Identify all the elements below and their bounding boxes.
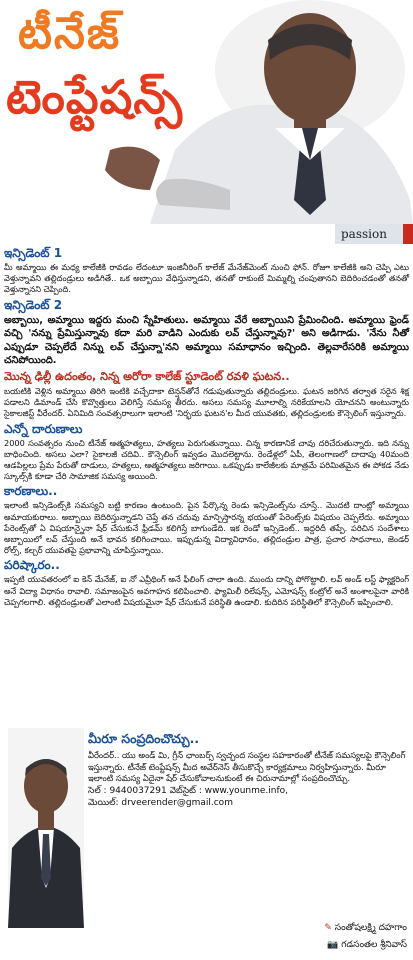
author-credit bbox=[107, 920, 407, 937]
reasons-text: ఇలాంటి ఇన్సిడెంట్స్‌కి సమస్యని బట్టి కారణం ఉంటుంది. పైన పేర్కొన్న రెండు ఇన్సిడెంట్స్‌ను చూస్తే.. మొదటి దాంట్లో అమ్మాయి అమాయకురాలు. అబ్బాయి బెదిరిస్తున్నాడని చెప్తే తన చదువు మాన్పిస్తారన్న భయంతో పేరెంట్స్‌కు విషయం చెప్పలేదు. అమ్మాయి పేరెంట్స్‌తో ఏ విషయాన్నైనా షేర్ చేసుకునే ఫ్రీడమ్ కలిగిస్తే బాగుండేది. ఇక రెండో ఇన్సిడెంట్.. ఇద్దరిదీ తప్పే. పరిచిన సందేశాలు అబ్బాయిలో లవ్ చేస్తుంది అనే భావన కలిగించాయి. ఇప్పుడున్న విద్యావిధానం, తల్లిదండ్రుల పాత్ర, ప్రచార సాధనాలు, జెండర్ రోల్స్, కల్చర్ యువతపై ప్రభావాన్ని చూపిస్తున్నాయి. bbox=[4, 500, 409, 556]
incident1-text: మీ అమ్మాయి ఈ మధ్య కాలేజీకి రావడం లేదంటూ ఇంజినీరింగ్ కాలేజ్ మేనేజ్‌మెంట్ నుంచి ఫోన్. రోజూ కాలేజీకి అని చెప్పి ఎటు వెళ్తున్నావని తల్లిదండ్రులు అడిగితే.. ఒక అబ్బాయి వేధిస్తున్నాడని, తనతో రాకుంటే మిమ్మల్ని చంపుతానని బెదిరించడంతో తనతో వెళ్తున్నానని చెప్పింది. bbox=[4, 262, 409, 295]
photographer-name: గడసంతల శ్రీనివాస్ bbox=[341, 940, 407, 950]
incident2-text: అబ్బాయి, అమ్మాయి ఇద్దరు మంచి స్నేహితులు. అమ్మాయి వేరే అబ్బాయిని ప్రేమించింది. అమ్మాయి ఫ్రెండ్ వచ్చి 'నన్ను ప్రేమిస్తున్నావు కదా మరి వాడిని ఎందుకు లవ్ చేస్తున్నావు?' అని అడిగాడు. 'నేను నీతో ఎప్పుడూ చెప్పలేదే నిన్ను లవ్ చేస్తున్నా'నని అమ్మాయి సమాధానం ఇచ్చింది. తెల్లవారేసరికి అమ్మాయి చనిపోయింది. bbox=[4, 314, 409, 367]
column-tag bbox=[335, 224, 413, 244]
headline-line-1: టీనేజ్ bbox=[18, 8, 122, 59]
incident1-heading: ఇన్సిడెంట్ 1 bbox=[4, 246, 63, 260]
column-tag-label: passion bbox=[341, 227, 387, 241]
portrait-photo bbox=[8, 728, 84, 928]
cases-text: 2000 సంవత్సరం నుంచి టీనేజ్ ఆత్మహత్యలు, హత్యలు పెరుగుతున్నాయి. చిన్న కారణానికే చావు దరిచేరుతున్నారు. ఇది నన్ను బాధించింది. అసలు ఎలా? సైకాలజీ చదివి.. కౌన్సెలింగ్ ఇవ్వడం మొదలెట్టాను. రెండేళ్లలో ఏపీ, తెలంగాణలో దాదాపు 40మంది ఆడపిల్లలు ప్రేమ పేరుతో దాడులు, హత్యలు, ఆత్మహత్యలు జరిగాయి. ఒకప్పుడు కాలేజీలకు మాత్రమే పరిమితమైన ఈ పోకడ నేడు స్కూల్స్‌కి కూడా చేరి సామాజిక సమస్య అయింది. bbox=[4, 437, 409, 482]
reasons-heading: కారణాలు.. bbox=[4, 484, 58, 499]
cases-heading: ఎన్నో దారుణాలు bbox=[4, 421, 83, 436]
photo-credit bbox=[107, 937, 407, 954]
solution-text: ఇప్పటి యువతరంలో ఐ కెన్ మేనేజ్, ఐ నో ఎవ్రీథింగ్ అనే ఫీలింగ్ చాలా ఉంది. ముందు దాన్ని పోగొట్టాలి. లవ్ అండ్ లస్ట్ ఫ్యాక్టరింగ్ అనే విద్యా విధానం రావాలి. సమాజంపైన అవగాహన కలిపించాలి. ఫ్యామిలీ రిలేషన్స్, ఎమోషన్స్ కంట్రోల్ అనే అంశాలపైనా వారికి చెప్పగలగాలి. తల్లిదండ్రులతో ఎలాంటి విషయమైనా షేర్ చేసుకునే పరిస్థితి ఉండాలి. కుదిరిన పరిస్థితిలో కౌన్సెలింగ్ ఇప్పించాలి. bbox=[4, 574, 409, 607]
contact-text: వీరేందర్.. యు అండ్ మి, గ్రీన్ ఛాంబర్స్ స్వచ్ఛంద సంస్థల సహకారంతో టీనేజ్ సమస్యలపై కౌన్సెలింగ్ ఇస్తున్నారు. టీనేజ్ టెంప్టేషన్స్ మీద అవేర్‌నెస్ తీసుకొచ్చే కార్యక్రమాలు నిర్వహిస్తున్నారు. మీరూ ఇలాంటి సమస్య ఏదైనా షేర్ చేసుకోవాలనుకుంటే ఈ చిరునామాల్లో సంప్రదించొచ్చు. bbox=[88, 750, 406, 784]
column-tag-marker bbox=[403, 224, 413, 244]
highlight-line: మొన్న ఢిల్లీ ఉదంతం, నిన్న అరోరా కాలేజ్ స్టూడెంట్ రవళి ఘటన.. bbox=[4, 369, 290, 383]
article-body bbox=[4, 244, 409, 608]
headline-line-2: టెంప్టేషన్స్ bbox=[6, 70, 184, 124]
pen-icon: ✎ bbox=[324, 923, 335, 933]
credits bbox=[107, 920, 407, 954]
portrait-illustration bbox=[8, 728, 84, 928]
contact-phone-web: సెల్ : 9440037291 వెబ్‌సైట్ : www.younme.info, bbox=[88, 785, 289, 796]
camera-icon: 📷 bbox=[327, 940, 342, 950]
contact-email: మెయిల్: drveerender@gmail.com bbox=[88, 797, 233, 808]
solution-heading: పరిష్కారం.. bbox=[4, 558, 60, 573]
contact-section bbox=[86, 730, 408, 809]
contact-heading: మీరూ సంప్రదించొచ్చు.. bbox=[88, 731, 200, 746]
intro-text: బయటికి వెళ్లిన అమ్మాయి తిరిగి ఇంటికి వచ్చేదాకా టెన్షన్‌తోనే గడుపుతున్నారు తల్లిదండ్రులు. ఘటన జరిగిన తర్వాత సరైన శిక్ష పడాలని డిమాండ్ చేసి కొవ్వొత్తులు వెలిగిస్తే సమస్య తీరదు. అసలు సమస్య మూలాల్ని నరికేయాలని యోచనని అంటున్నారు సైకాలజిస్ట్ వీరేందర్. ఏనిమిది సంవత్సరాలుగా ఇలాంటి 'నిర్భయ ఘటన'ల మీద యువతకు, తల్లిదండ్రులకు కౌన్సెలింగ్ ఇస్తున్నారు. bbox=[4, 385, 409, 419]
author-name: సంతోషలక్ష్మి దహగాం bbox=[334, 923, 407, 933]
hero-banner bbox=[0, 0, 413, 224]
incident2-heading: ఇన్సిడెంట్ 2 bbox=[4, 297, 63, 312]
